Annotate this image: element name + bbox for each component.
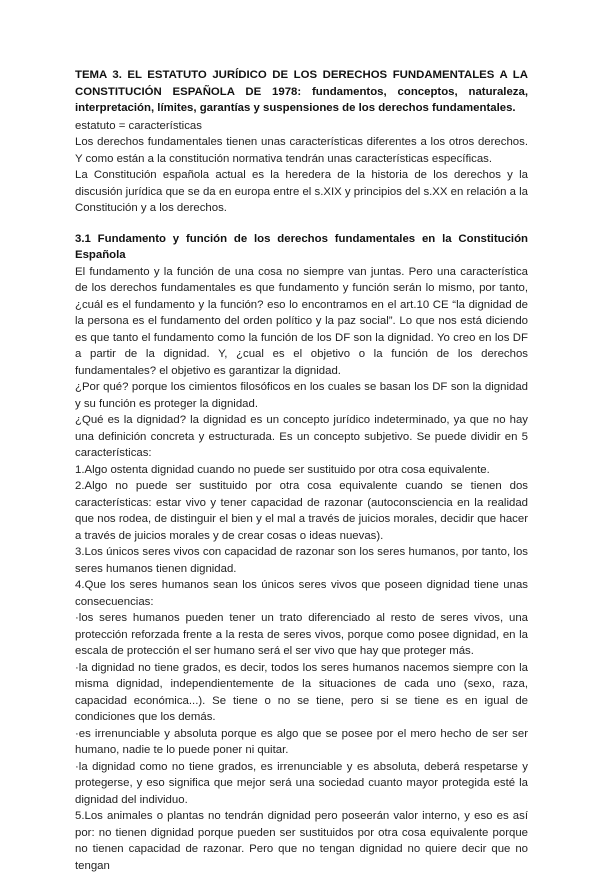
list-item: 2.Algo no puede ser sustituido por otra cosa equivalente cuando se tienen dos características: estar vivo y tener capacidad de razonar (autoconsciencia en la realidad que nos rodea, de distinguir el bien y el mal a través de juicios morales, decidir que hacer a través de juicios morales y de crear cosas o ideas nuevas). xyxy=(75,480,528,542)
document-title: TEMA 3. EL ESTATUTO JURÍDICO DE LOS DERECHOS FUNDAMENTALES A LA CONSTITUCIÓN ESPAÑOLA DE 1978: fundamentos, conceptos, naturaleza, interpretación, límites, garantías y suspensiones de los derechos fundamentales. xyxy=(75,69,528,114)
intro-line: estatuto = características xyxy=(75,119,202,132)
bullet-item: ·los seres humanos pueden tener un trato diferenciado al resto de seres vivos, una protección reforzada frente a la resta de seres vivos, porque como posee dignidad, en la escala de protección el ser humano será el ser vivo que hay que proteger más. xyxy=(75,612,528,657)
intro-paragraph: La Constitución española actual es la heredera de la historia de los derechos y la discusión jurídica que se da en europa entre el s.XIX y principios del s.XX en relación a la Constitución y a los derechos. xyxy=(75,169,528,214)
intro-paragraph: Los derechos fundamentales tienen unas características diferentes a los otros derechos. Y como están a la constitución normativa tendrán unas características específicas. xyxy=(75,136,528,165)
section-heading: 3.1 Fundamento y función de los derechos fundamentales en la Constitución Española xyxy=(75,232,528,261)
bullet-item: ·la dignidad como no tiene grados, es irrenunciable y es absoluta, deberá respetarse y protegerse, y eso significa que mejor será una sociedad cuanto mayor protegida esté la dignidad del individuo. xyxy=(75,760,528,806)
body-paragraph: ¿Qué es la dignidad? la dignidad es un concepto jurídico indeterminado, ya que no hay una definición concreta y estructurada. Es un concepto subjetivo. Se puede dividir en 5 características: xyxy=(75,414,528,459)
bullet-item: ·la dignidad no tiene grados, es decir, todos los seres humanos nacemos siempre con la misma dignidad, independientemente de la situaciones de cada uno (sexo, raza, capacidad económica...). Se tiene o no se tiene, pero si se tiene es en igual de condiciones que los demás. xyxy=(75,661,528,723)
list-item: 3.Los únicos seres vivos con capacidad de razonar son los seres humanos, por tanto, los seres humanos tienen dignidad. xyxy=(75,546,528,575)
bullet-item: ·es irrenunciable y absoluta porque es algo que se posee por el mero hecho de ser ser humano, nadie te lo puede poner ni quitar. xyxy=(75,727,528,756)
document-page xyxy=(75,67,528,874)
list-item: 1.Algo ostenta dignidad cuando no puede ser sustituido por otra cosa equivalente. xyxy=(75,463,490,476)
body-paragraph: El fundamento y la función de una cosa no siempre van juntas. Pero una característica de los derechos fundamentales es que fundamento y función serán lo mismo, por tanto, ¿cuál es el fundamento y la función? eso lo encontramos en el art.10 CE “la dignidad de la persona es el fundamento del orden político y la paz social”. Lo que nos está diciendo es que tanto el fundamento como la función de los DF son la dignidad. Yo creo en los DF a partir de la dignidad. Y, ¿cual es el objetivo o la función de los derechos fundamentales? el objetivo es garantizar la dignidad. xyxy=(75,265,528,377)
list-item: 5.Los animales o plantas no tendrán dignidad pero poseerán valor interno, y eso es así por: no tienen dignidad porque pueden ser sustituidos por otra cosa equivalente porque no tienen capacidad de razonar. Pero que no tengan dignidad no quiere decir que no tengan xyxy=(75,810,528,872)
list-item: 4.Que los seres humanos sean los únicos seres vivos que poseen dignidad tiene unas consecuencias: xyxy=(75,579,528,608)
body-paragraph: ¿Por qué? porque los cimientos filosóficos en los cuales se basan los DF son la dignidad y su función es proteger la dignidad. xyxy=(75,381,528,410)
